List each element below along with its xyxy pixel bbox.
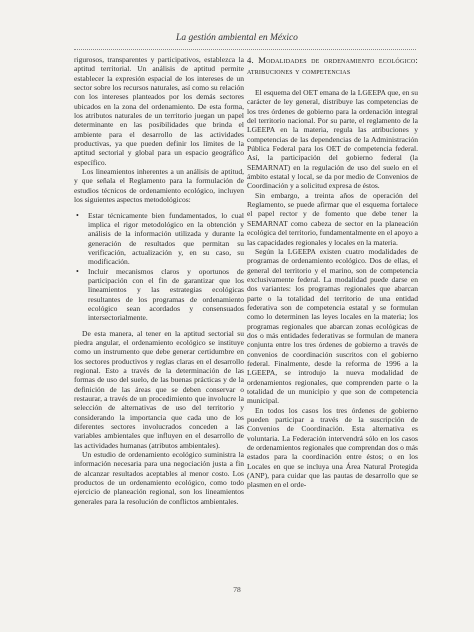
right-paragraph-3: Según la LGEEPA existen cuatro modalidades de programas de ordenamiento ecológico. Dos de ellas, el general del territorio y el marino, son de competencia exclusivamente federal. La modalidad puede darse en dos variantes: los programas regionales que abarcan parte o la totalidad del territorio de una entidad federativa son de competencia estatal y se formulan como lo determinen las leyes locales en la materia; los programas regionales que abarcan zonas ecológicas de dos o más entidades federativas se formulan de manera conjunta entre los tres órdenes de gobierno a través de convenios de coordinación suscritos con el gobierno federal. Finalmente, desde la reforma de 1996 a la LGEEPA, se introdujo la nueva modalidad de ordenamientos regionales, que comprenden parte o la totalidad de un municipio y que son de competencia municipal. bbox=[247, 246, 418, 406]
right-paragraph-4: En todos los casos los tres órdenes de gobierno pueden participar a través de la suscripción de Convenios de Coordinación. Esta alternativa es voluntaria. La Federación intervendrá sólo en los casos de ordenamientos regionales que comprendan dos o más estados para la coordinación entre éstos; o en los Locales en que se incluya una Área Natural Protegida (ANP), para cuidar que las pautas de desarrollo que se plasmen en el orde- bbox=[247, 405, 418, 490]
right-paragraph-2: Sin embargo, a treinta años de operación del Reglamento, se puede afirmar que el esquema fortalece el papel rector y de fomento que debe tener la SEMARNAT como cabeza de sector en la planeación ecológica del territorio, fundamentalmente en el apoyo a las capacidades regionales y locales en la materia. bbox=[247, 190, 418, 247]
left-column bbox=[74, 55, 244, 506]
methodology-bullet-list bbox=[74, 211, 244, 323]
left-paragraph-4: Un estudio de ordenamiento ecológico suministra la información necesaria para una negociación justa a fin de alcanzar resultados aceptables al menor costo. Los productos de un ordenamiento ecológico, como todo ejercicio de planeación regional, son los lineamientos generales para la resolución de conflictos ambientales. bbox=[74, 450, 244, 506]
page-number: 78 bbox=[233, 585, 241, 594]
left-paragraph-1: rigurosos, transparentes y participativos, establezca la aptitud territorial. Un análisis de aptitud permite establecer la expresión espacial de los intereses de un sector sobre los recursos naturales, así como su relación con los intereses planteados por los demás sectores ubicados en la zona del ordenamiento. De esta forma, los atributos naturales de un territorio juegan un papel determinante en las posibilidades que brinda el ambiente para el desarrollo de las actividades productivas, ya que pueden definir los límites de la aptitud sectorial y global para un espacio geográfico específico. bbox=[74, 55, 244, 167]
left-paragraph-2: Los lineamientos inherentes a un análisis de aptitud, y que señala el Reglamento para la formulación de estudios técnicos de ordenamiento ecológico, incluyen los siguientes aspectos metodológicos: bbox=[74, 167, 244, 205]
bullet-item: • Estar técnicamente bien fundamentados, lo cual implica el rigor metodológico en la obtención y análisis de la información utilizada y durante la generación de resultados que permitan su verificación, actualización y, en su caso, su modificación. bbox=[76, 211, 244, 267]
section-heading: 4. Modalidades de ordenamiento ecológico: atribuciones y competencias bbox=[247, 55, 418, 76]
header-divider bbox=[74, 49, 416, 50]
left-paragraph-3: De esta manera, al tener en la aptitud sectorial su piedra angular, el ordenamiento ecológico se instituye como un instrumento que debe generar certidumbre en los sectores productivos y reglas claras en el desarrollo regional. Esto a través de la determinación de las formas de uso del suelo, de las buenas prácticas y de la definición de las áreas que se deben conservar o restaurar, a través de un procedimiento que involucre la selección de alternativas de uso del territorio y considerando la importancia que cada uno de los diferentes sectores involucrados conceden a las variables ambientales que influyen en el desarrollo de las actividades humanas (atributos ambientales). bbox=[74, 328, 244, 450]
right-column bbox=[247, 55, 418, 490]
bullet-item: • Incluir mecanismos claros y oportunos de participación con el fin de garantizar que los lineamientos y las estrategias ecológicas resultantes de los programas de ordenamiento ecológico sean acordados y consensuados intersectorialmente. bbox=[76, 267, 244, 323]
right-paragraph-1: El esquema del OET emana de la LGEEPA que, en su carácter de ley general, distribuye las competencias de los tres órdenes de gobierno para la ordenación integral del territorio nacional. Por su parte, el reglamento de la LGEEPA en la materia, regula las atribuciones y competencias de las dependencias de la Administración Pública Federal para los OET de competencia federal. Así, la participación del gobierno federal (la SEMARNAT) en la regulación de uso del suelo en el ámbito estatal y local, se da por medio de Convenios de Coordinación y a solicitud expresa de éstos. bbox=[247, 88, 418, 191]
running-head-title: La gestión ambiental en México bbox=[176, 33, 298, 43]
